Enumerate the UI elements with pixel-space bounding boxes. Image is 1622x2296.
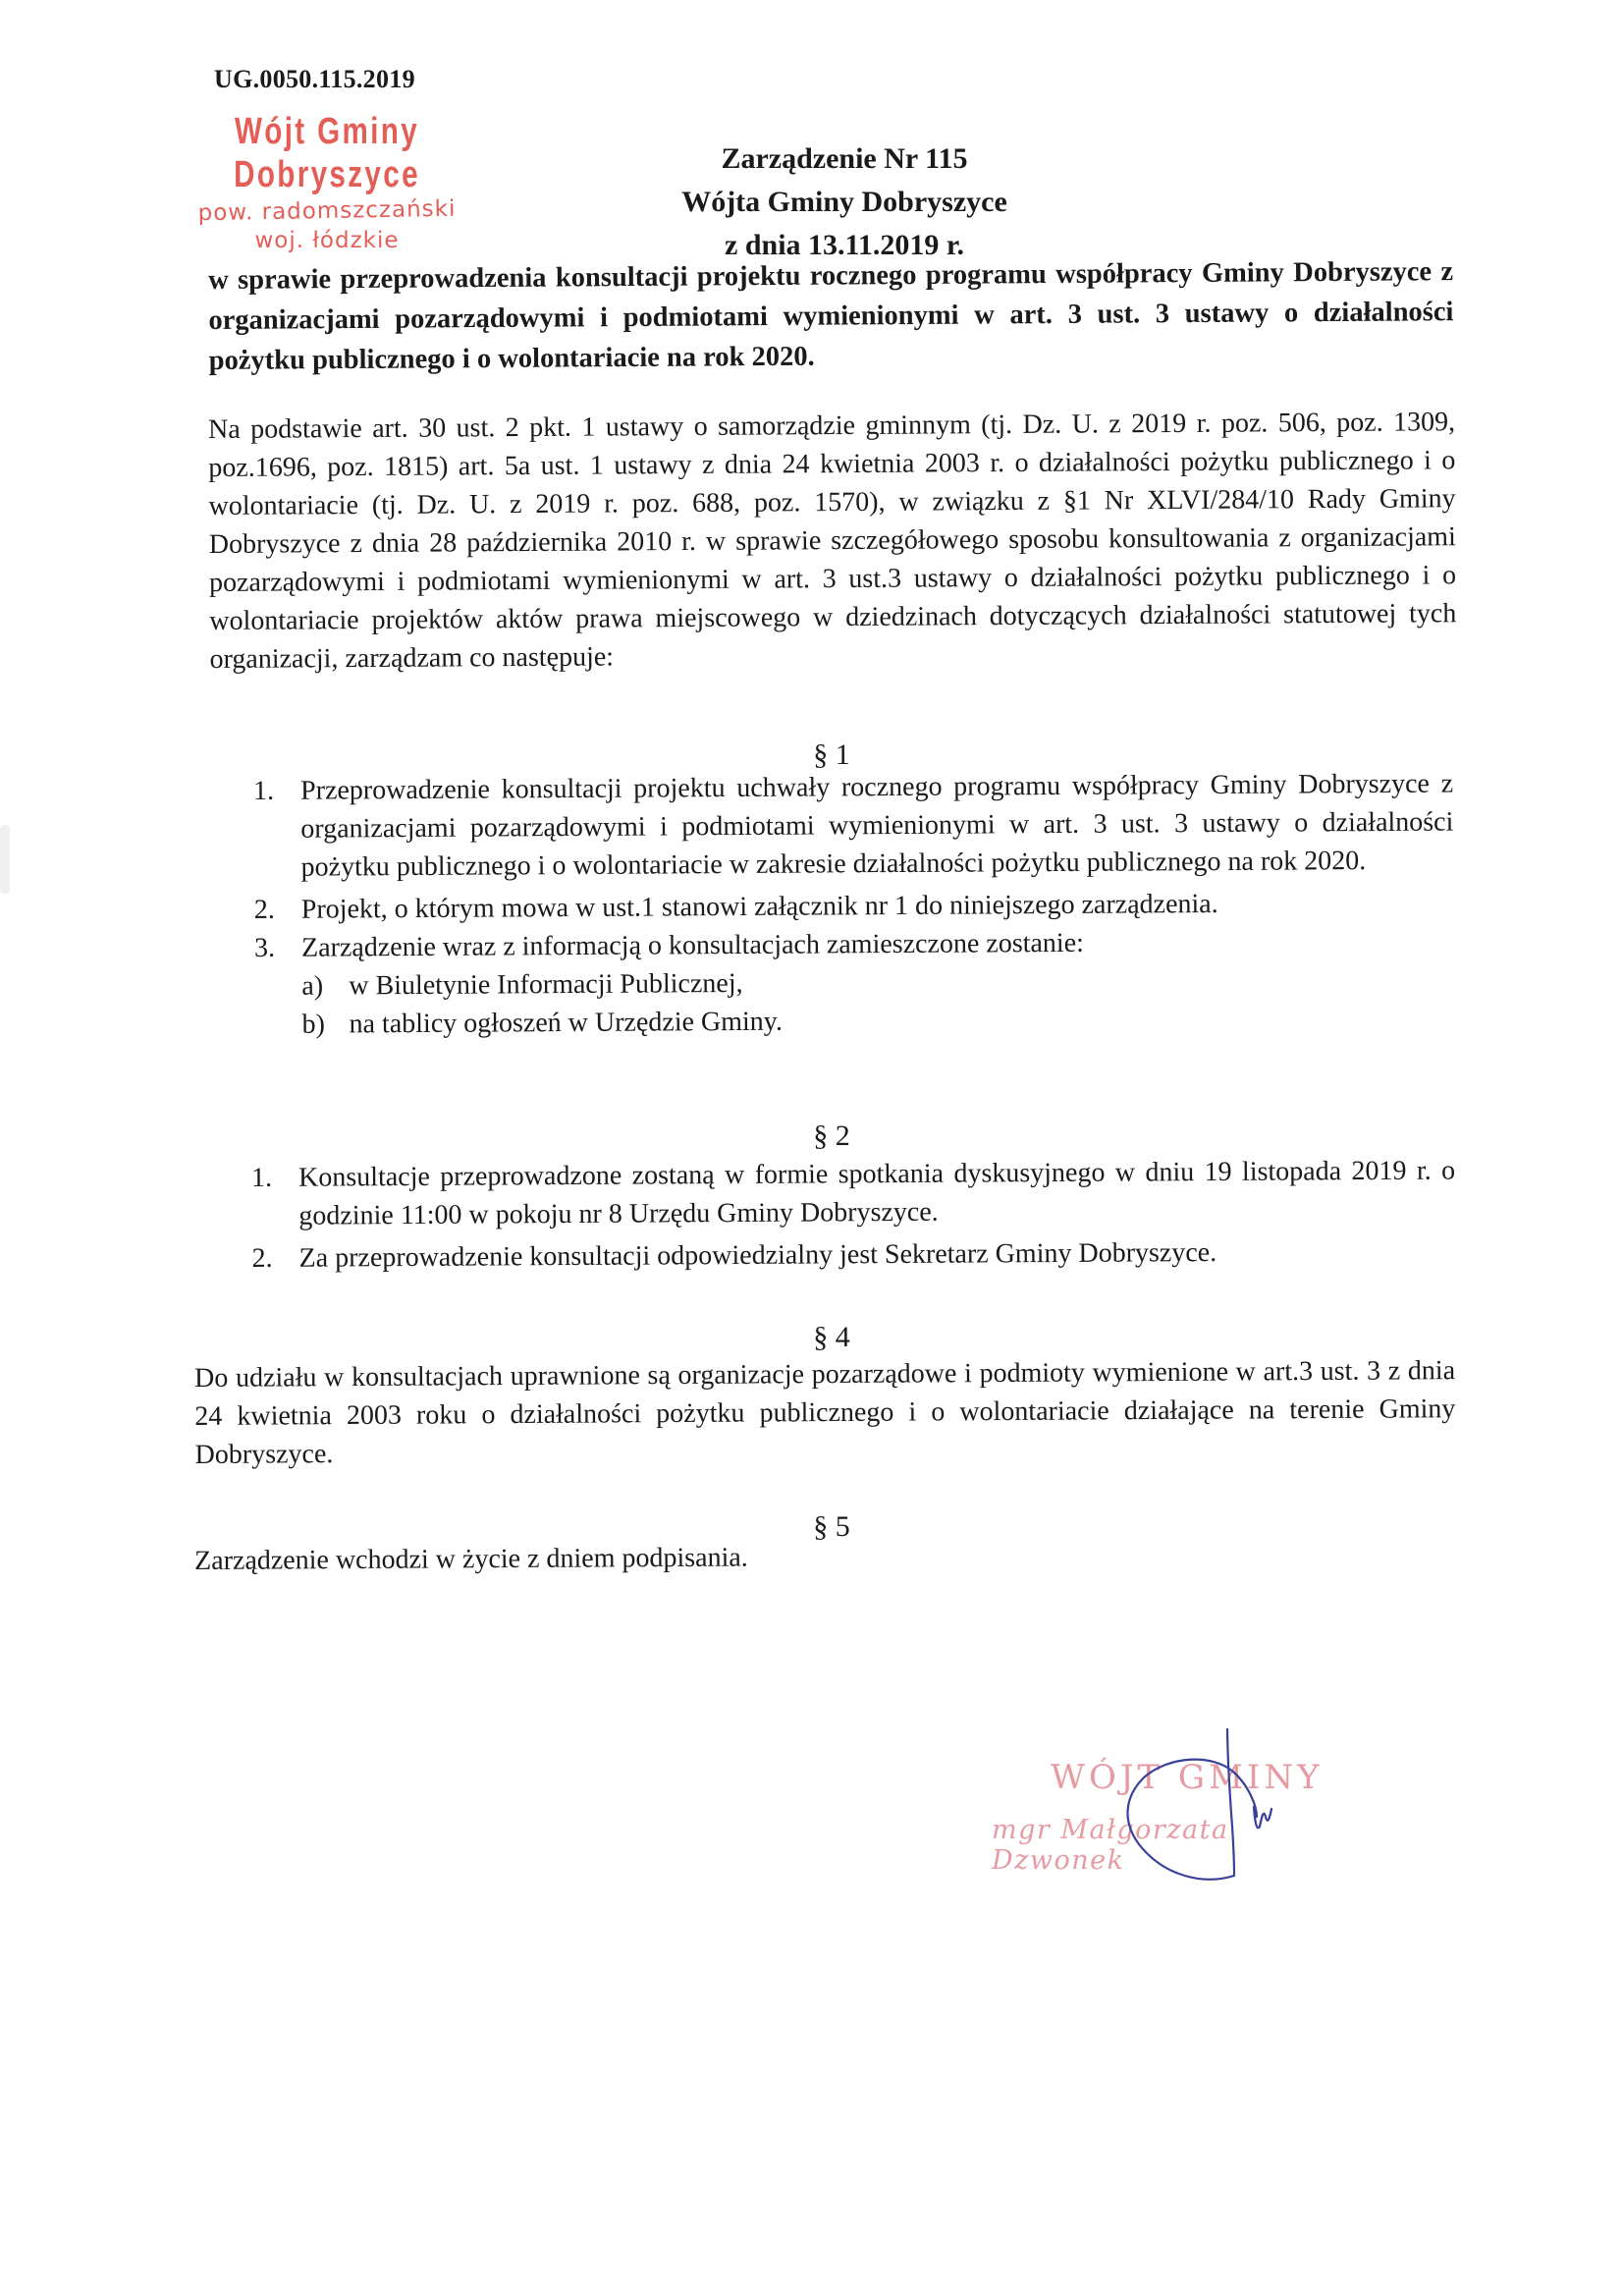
title-ordinance-number: Zarządzenie Nr 115 [721, 142, 968, 175]
reference-number: UG.0050.115.2019 [214, 65, 415, 93]
section-4-heading: § 4 [813, 1321, 850, 1353]
list-item [253, 765, 1454, 887]
item-number: 1. [253, 775, 275, 806]
stamp-line-office: Wójt Gminy Dobryszyce [234, 111, 420, 195]
preamble: Na podstawie art. 30 ust. 2 pkt. 1 ustawy o samorządzie gminnym (tj. Dz. U. z 2019 r. poz. 506, poz. 1309, poz.1696, poz. 1815) art. 5a ust. 1 ustawy z dnia 24 kwietnia 2003 r. o działalności pożytku publicznego i o wolontariacie (tj. Dz. U. z 2019 r. poz. 688, poz. 1570), w związku z §1 Nr XLVI/284/10 Rady Gminy Dobryszyce z dnia 28 października 2010 r. w sprawie szczegółowego sposobu konsultowania z organizacjami pozarządowymi i podmiotami wymienionymi w art. 3 ust.3 ustawy o działalności pożytku publicznego i o wolontariacie projektów aktów prawa miejscowego w dziedzinach dotyczących działalności statutowej tych organizacji, zarządzam co następuje: [208, 407, 1457, 675]
document-title [589, 137, 1100, 267]
sub-item-text: na tablicy ogłoszeń w Urzędzie Gminy. [349, 1006, 784, 1040]
section-2-list [251, 1152, 1456, 1278]
section-1-list [253, 765, 1455, 1044]
stamp-line-county: pow. radomszczański [197, 195, 457, 227]
item-number: 2. [251, 1242, 273, 1274]
signature-stamp-name: mgr Małgorzata Dzwonek [992, 1815, 1229, 1876]
item-text: Przeprowadzenie konsultacji projektu uchwały rocznego programu współpracy Gminy Dobryszyce z organizacjami pozarządowymi i podmiotami wymienionymi w art. 3 ust. 3 ustawy o działalności pożytku publicznego i o wolontariacie w zakresie działalności pożytku publicznego na rok 2020. [300, 768, 1454, 883]
sub-item-text: w Biuletynie Informacji Publicznej, [349, 967, 743, 1002]
document-subject: w sprawie przeprowadzenia konsultacji projektu rocznego programu współpracy Gminy Dobryszyce z organizacjami pozarządowymi i podmiotami wymienionymi w art. 3 ust. 3 ustawy o działalności pożytku publicznego i o wolontariacie na rok 2020. [208, 256, 1454, 376]
signature-stamp-title: WÓJT GMINY [1051, 1758, 1324, 1797]
item-number: 1. [251, 1162, 273, 1193]
sub-item-letter: a) [301, 970, 324, 1002]
title-issuer: Wójta Gminy Dobryszyce [681, 186, 1007, 218]
item-text: Konsultacje przeprowadzone zostaną w formie spotkania dyskusyjnego w dniu 19 listopada 2019 r. o godzinie 11:00 w pokoju nr 8 Urzędu Gminy Dobryszyce. [298, 1155, 1456, 1231]
section-5-heading: § 5 [813, 1510, 850, 1543]
title-date: z dnia 13.11.2019 r. [725, 229, 964, 261]
stamp-line-voivodeship: woj. łódzkie [254, 228, 400, 253]
signature-block [977, 1728, 1370, 1886]
sub-item-letter: b) [301, 1009, 325, 1040]
scan-edge-mark [0, 825, 10, 894]
office-stamp [165, 110, 489, 255]
section-4-text: Do udziału w konsultacjach uprawnione są organizacje pozarządowe i podmioty wymienione w art.3 ust. 3 z dnia 24 kwietnia 2003 roku o działalności pożytku publicznego i o wolontariacie działające na terenie Gminy Dobryszyce. [194, 1355, 1456, 1470]
item-text: Projekt, o którym mowa w ust.1 stanowi załącznik nr 1 do niniejszego zarządzenia. [300, 888, 1218, 925]
sub-list-item [301, 999, 1454, 1044]
list-item [251, 1152, 1455, 1235]
item-text: Zarządzenie wraz z informacją o konsultacjach zamieszczone zostanie: [301, 927, 1084, 963]
item-text: Za przeprowadzenie konsultacji odpowiedzialny jest Sekretarz Gminy Dobryszyce. [298, 1236, 1217, 1274]
handwritten-signature [977, 1728, 1370, 1886]
item-number: 3. [254, 932, 276, 963]
section-2-heading: § 2 [813, 1120, 850, 1152]
item-number: 2. [253, 894, 275, 925]
section-1-heading: § 1 [813, 738, 850, 771]
list-item [254, 922, 1455, 1044]
section-5-text: Zarządzenie wchodzi w życie z dniem podpisania. [194, 1542, 748, 1576]
list-item [252, 1232, 1456, 1278]
